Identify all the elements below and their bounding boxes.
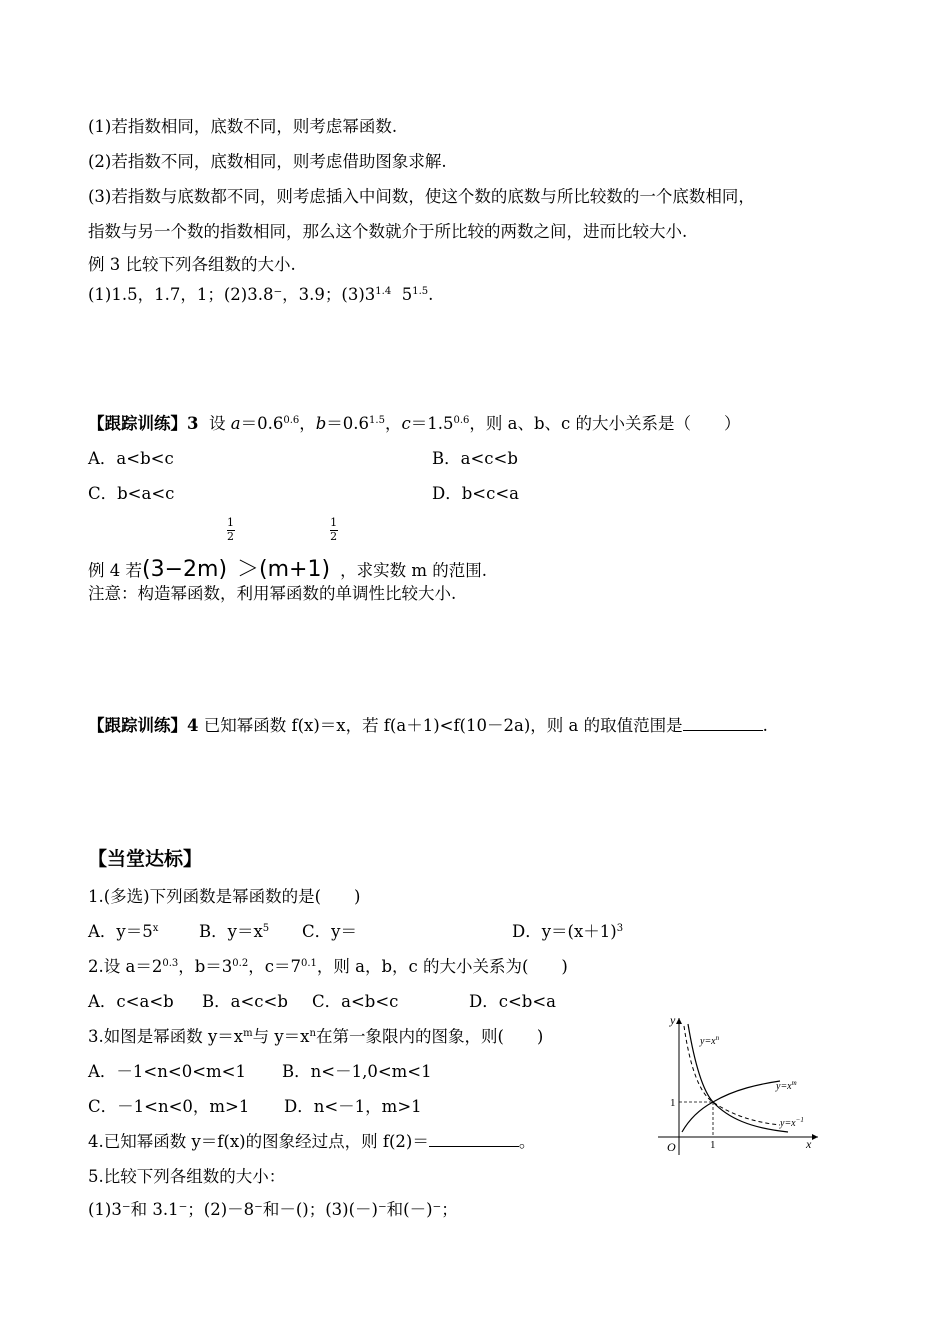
training-4-question: 【跟踪训练】4 已知幂函数 f(x)＝x，若 f(a＋1)<f(10－2a)，则 a 的取值范围是 . xyxy=(88,716,768,735)
training-3-question: 【跟踪训练】3 设 $a=0.6^{0.6}$，$b=0.6^{1.5}$，$c=1.5^{0.6}$，则 a、b、c 的大小关系是（ ） xyxy=(88,414,741,433)
answer-blank[interactable] xyxy=(429,1132,519,1147)
question-3-option-a[interactable]: A．－1<n<0<m<1 xyxy=(88,1062,246,1081)
training-3-option-d[interactable]: D．b<c<a xyxy=(432,484,520,503)
origin-label: O xyxy=(667,1140,676,1154)
curve-x-m xyxy=(682,1081,780,1132)
training-3-option-c[interactable]: C．b<a<c xyxy=(88,484,175,503)
practice-heading: 【当堂达标】 xyxy=(88,848,203,870)
example-3-items: (1)1.5，1.7，1；(2)3.8⁻，3.9；$(3)3^{1.4}$ $5^{1.5}$. xyxy=(88,285,434,304)
label-x-inverse: $y=x^{-1}$ xyxy=(780,1116,804,1129)
x-axis-label: x xyxy=(806,1137,812,1151)
question-1-option-b[interactable]: B．$y=x^5$ xyxy=(199,922,270,941)
question-4: 4.已知幂函数 y＝f(x)的图象经过点，则 f(2)＝ 。 xyxy=(88,1132,536,1151)
question-5-items: (1)3⁻和 3.1⁻；(2)－8⁻和－()；(3)(－)⁻和(－)⁻； xyxy=(88,1200,458,1219)
question-3: 3.如图是幂函数 $y=x^m$与 $y=x^n$在第一象限内的图象，则( ) xyxy=(88,1027,544,1046)
label-x-m: $y=x^m$ xyxy=(776,1079,797,1092)
question-1-option-d[interactable]: D．$y=(x+1)^3$ xyxy=(512,922,624,941)
answer-blank[interactable] xyxy=(683,716,763,731)
question-1-option-a[interactable]: A．$y=5^x$ xyxy=(88,922,159,941)
question-1: 1.(多选)下列函数是幂函数的是( ) xyxy=(88,887,361,906)
question-2-option-c[interactable]: C．a<b<c xyxy=(312,992,399,1011)
tick-y-1: 1 xyxy=(670,1097,676,1109)
method-1: (1)若指数相同，底数不同，则考虑幂函数. xyxy=(88,117,398,136)
example-3-title: 例 3 比较下列各组数的大小. xyxy=(88,255,296,274)
training-3-option-b[interactable]: B．a<c<b xyxy=(432,449,518,468)
question-3-option-d[interactable]: D．n<－1，m>1 xyxy=(284,1097,422,1116)
question-2: 2.设 $a=2^{0.3}$，$b=3^{0.2}$，$c=7^{0.1}$，则 a，b，c 的大小关系为( ) xyxy=(88,957,568,976)
question-2-option-b[interactable]: B．a<c<b xyxy=(202,992,288,1011)
method-3b: 指数与另一个数的指数相同，那么这个数就介于所比较的两数之间，进而比较大小. xyxy=(88,222,688,241)
label-x-n: $y=x^n$ xyxy=(700,1034,720,1047)
method-2: (2)若指数不同，底数相同，则考虑借助图象求解. xyxy=(88,152,447,171)
question-5: 5.比较下列各组数的大小： xyxy=(88,1167,286,1186)
question-1-option-c[interactable]: C．y＝ xyxy=(302,922,357,941)
method-3a: (3)若指数与底数都不同，则考虑插入中间数，使这个数的底数与所比较数的一个底数相同， xyxy=(88,187,755,206)
power-function-graph xyxy=(650,1010,830,1160)
curve-x-inverse xyxy=(684,1026,780,1125)
y-axis-label: y xyxy=(670,1013,676,1027)
training-3-option-a[interactable]: A．a<b<c xyxy=(88,449,174,468)
tick-x-1: 1 xyxy=(710,1139,716,1151)
example-4-note: 注意：构造幂函数，利用幂函数的单调性比较大小. xyxy=(88,584,457,603)
question-3-option-c[interactable]: C．－1<n<0，m>1 xyxy=(88,1097,250,1116)
question-2-option-a[interactable]: A．c<a<b xyxy=(88,992,174,1011)
question-2-option-d[interactable]: D．c<b<a xyxy=(469,992,557,1011)
question-3-option-b[interactable]: B．n<－1,0<m<1 xyxy=(282,1062,432,1081)
example-4-question: 例 4 若(3−2m) $\frac{1}{2}$ ＞(m+1) $\frac{1}{2}$ ，求实数 m 的范围. xyxy=(88,516,487,582)
